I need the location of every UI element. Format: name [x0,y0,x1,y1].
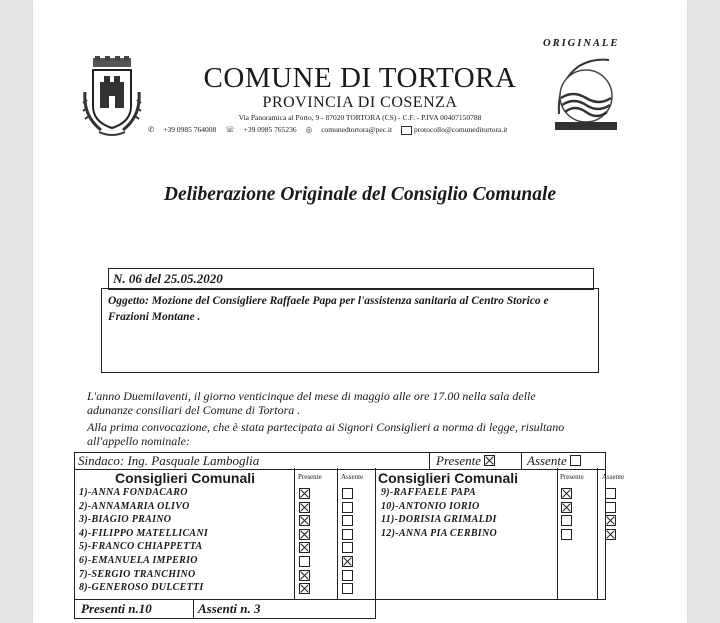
mayor-present-label: Presente [436,453,481,468]
councillor-name: 11)-DORISIA GRIMALDI [381,514,497,526]
councillor-present-checkbox[interactable] [299,488,310,499]
mayor-absent-checkbox[interactable] [570,455,581,466]
councillor-present-checkbox[interactable] [299,502,310,513]
councillor-absent-checkbox[interactable] [605,529,616,540]
councillor-name: 12)-ANNA PIA CERBINO [381,527,498,539]
councillor-name: 9)-RAFFAELE PAPA [381,487,476,498]
document-title: Deliberazione Originale del Consiglio Comunale [163,184,557,205]
councillor-name: 2)-ANNAMARIA OLIVO [79,500,190,512]
councillor-absent-checkbox[interactable] [342,488,353,499]
phone-number: +39 0985 764008 [163,125,217,135]
councillor-absent-checkbox[interactable] [342,542,353,553]
councillor-name: 7)-SERGIO TRANCHINO [79,568,196,580]
intro-paragraph-line1: L'anno Duemilaventi, il giorno venticinque del mese di maggio alle ore 17.00 nella sala delle [87,389,536,403]
deliberation-number-box [108,268,594,290]
left-absent-header: Assente [341,473,364,481]
municipality-name: COMUNE DI TORTORA [203,62,517,94]
councillor-absent-checkbox[interactable] [342,583,353,594]
deliberation-number: N. 06 del 25.05.2020 [113,271,223,286]
councillor-name: 10)-ANTONIO IORIO [381,500,480,512]
totals-row [74,599,376,619]
intro-paragraph-line2: adunanze consiliari del Comune di Tortora . [87,403,301,417]
original-stamp: ORIGINALE [543,38,620,49]
councillor-present-checkbox[interactable] [299,529,310,540]
councillor-present-checkbox[interactable] [299,570,310,581]
councillor-name: 6)-EMANUELA IMPERIO [79,555,198,566]
councillor-present-checkbox[interactable] [561,515,572,526]
councillor-name: 4)-FILIPPO MATELLICANI [79,527,209,539]
councillor-absent-checkbox[interactable] [605,502,616,513]
province-name: PROVINCIA DI COSENZA [262,94,458,111]
pec-icon: ◎ [305,125,313,135]
document-page [33,0,687,623]
right-absent-header: Assente [602,473,625,481]
mayor-absent-label: Assente [527,453,567,468]
councillor-name: 1)-ANNA FONDACARO [79,487,188,498]
councillor-absent-checkbox[interactable] [605,488,616,499]
contacts-line [148,125,507,135]
absent-total: Assenti n. 3 [198,601,261,616]
councillor-absent-checkbox[interactable] [342,502,353,513]
phone-icon: ✆ [148,125,155,135]
councillor-absent-checkbox[interactable] [605,515,616,526]
councillor-present-checkbox[interactable] [299,583,310,594]
councillor-present-checkbox[interactable] [561,502,572,513]
councillor-present-checkbox[interactable] [561,529,572,540]
right-column-header: Consiglieri Comunali [378,470,519,486]
subject-text: Oggetto: Mozione del Consigliere Raffaele Papa per l'assistenza sanitaria al Centro Storico e Frazioni Montane . [108,295,549,323]
subject-box [101,288,599,373]
fax-icon: ☏ [225,125,235,135]
mail-icon [401,126,412,135]
councillor-absent-checkbox[interactable] [342,515,353,526]
mayor-present-checkbox[interactable] [484,455,495,466]
councillor-absent-checkbox[interactable] [342,529,353,540]
address-line: Via Panoramica al Porto, 9 - 87020 TORTORA (CS) - C.F. - P.IVA 00407150788 [238,113,482,122]
left-column-header: Consiglieri Comunali [115,470,256,486]
protocol-email[interactable]: protocollo@comuneditortora.it [414,125,508,134]
councillor-name: 8)-GENEROSO DULCETTI [79,582,204,594]
councillors-table [74,468,625,600]
fax-number: +39 0985 765236 [243,125,297,135]
councillor-present-checkbox[interactable] [299,542,310,553]
councillor-name: 5)-FRANCO CHIAPPETTA [79,541,203,553]
councillor-present-checkbox[interactable] [561,488,572,499]
councillor-present-checkbox[interactable] [299,515,310,526]
convocation-paragraph-line2: all'appello nominale: [87,434,190,448]
left-present-header: Presente [298,473,322,481]
councillor-present-checkbox[interactable] [299,556,310,567]
councillor-absent-checkbox[interactable] [342,556,353,567]
pec-email[interactable]: comunedtortora@pec.it [321,125,393,135]
councillor-name: 3)-BIAGIO PRAINO [79,514,172,526]
mayor-name: Sindaco: Ing. Pasquale Lamboglia [78,453,260,468]
right-present-header: Presente [560,473,584,481]
councillor-absent-checkbox[interactable] [342,570,353,581]
convocation-paragraph-line1: Alla prima convocazione, che è stata partecipata ai Signori Consiglieri a norma di legge, risultano [87,420,565,434]
present-total: Presenti n.10 [81,601,152,616]
